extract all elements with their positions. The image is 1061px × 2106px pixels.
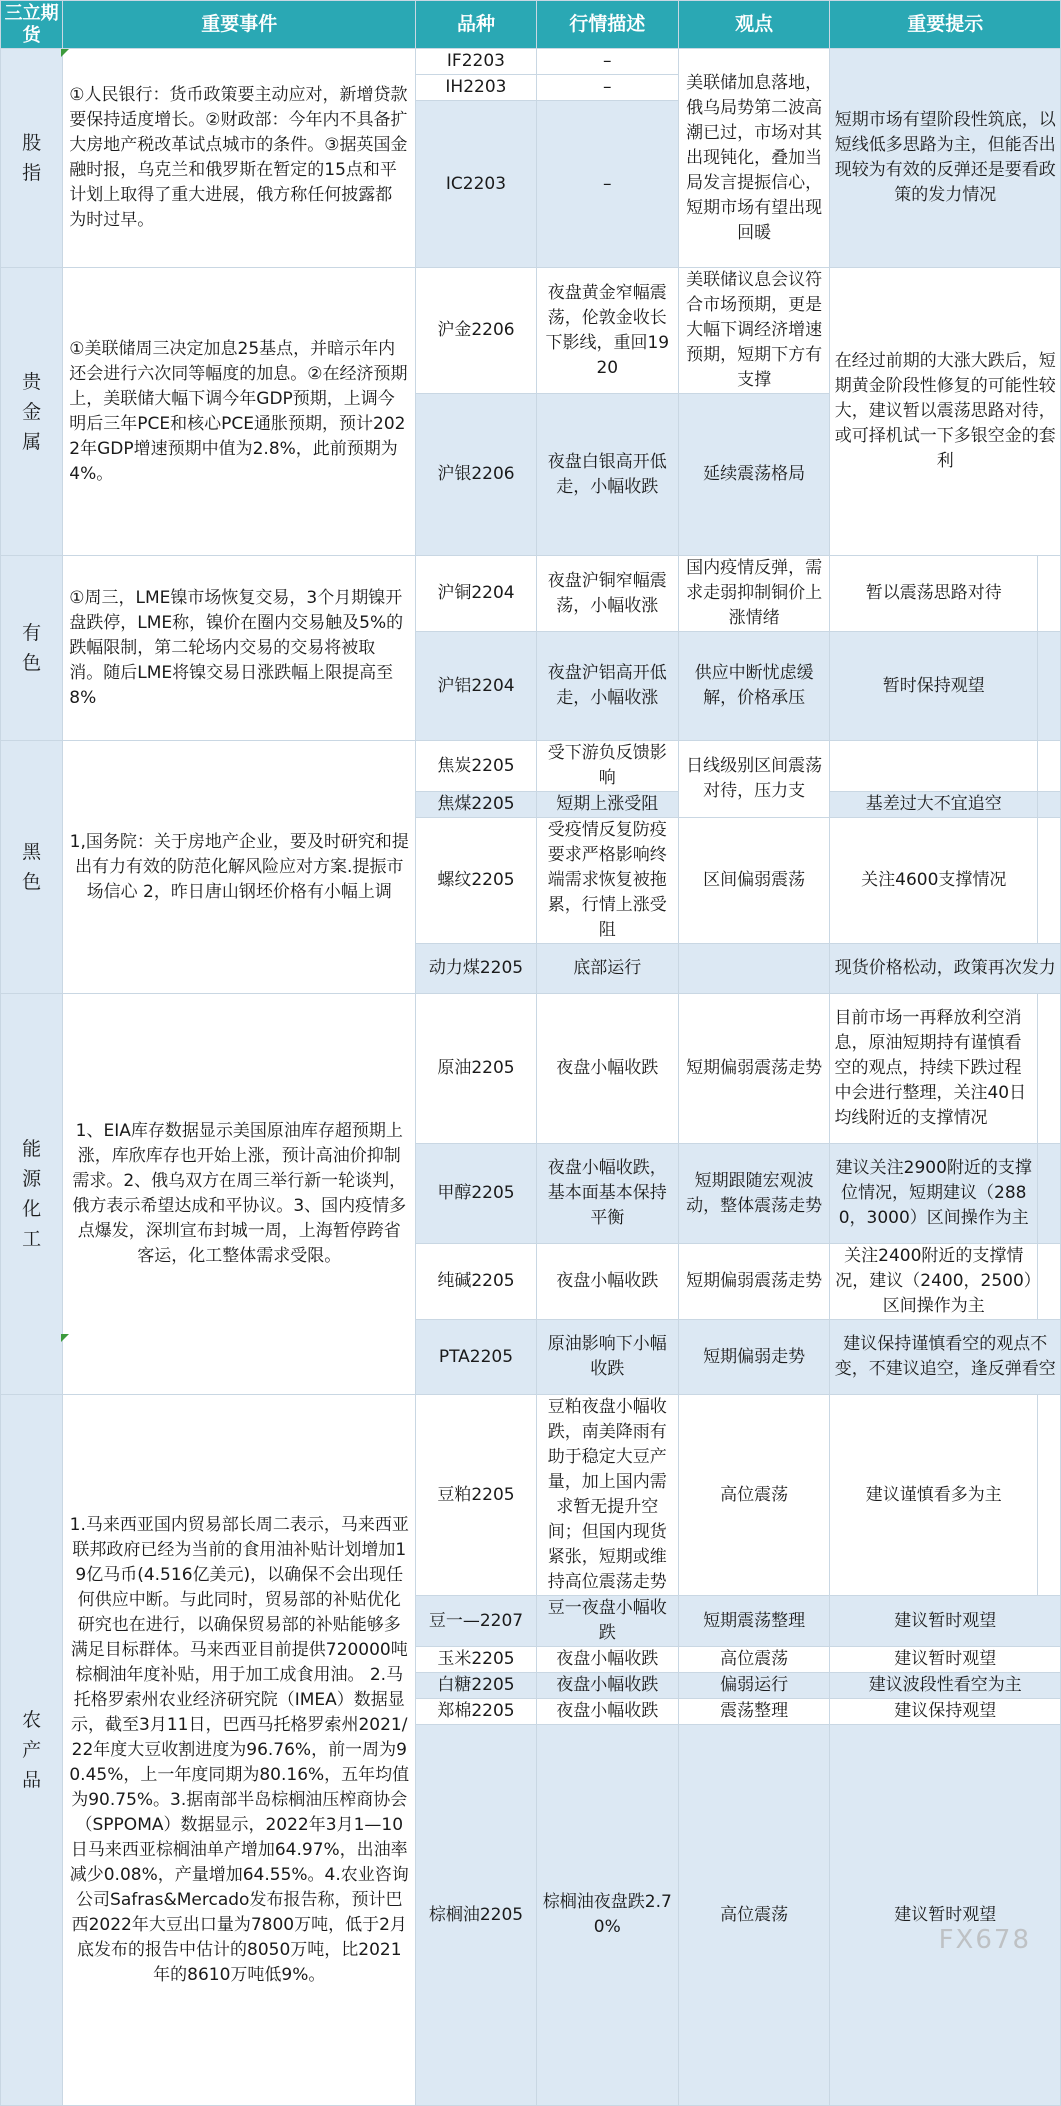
tips-cell: 建议谨慎看多为主 [830,1395,1038,1596]
variety-cell: PTA2205 [416,1320,536,1395]
header-market: 行情描述 [536,1,678,49]
tips-cell: 建议波段性看空为主 [830,1673,1061,1699]
tips-cell: 建议保持观望 [830,1699,1061,1725]
variety-cell: 甲醇2205 [416,1144,536,1244]
blank-cell [1038,741,1061,792]
variety-cell: 白糖2205 [416,1673,536,1699]
cell-comment-marker [61,49,69,57]
header-tips: 重要提示 [830,1,1061,49]
market-cell: 夜盘白银高开低走，小幅收跌 [536,394,678,556]
energy-events: 1、EIA库存数据显示美国原油库存超预期上涨，库欣库存也开始上涨，预计高油价抑制需求。2、俄乌双方在周三举行新一轮谈判，俄方表示希望达成和平协议。3、国内疫情多点爆发，深圳宣布封城一周，上海暂停跨省客运，化工整体需求受限。 [63,994,416,1395]
view-cell: 震荡整理 [678,1699,830,1725]
view-cell: 短期偏弱震荡走势 [678,1244,830,1320]
tips-cell: 建议暂时观望 [830,1725,1061,2106]
header-view: 观点 [678,1,830,49]
stock-events: ①人民银行：货币政策要主动应对，新增贷款要保持适度增长。②财政部：今年内不具备扩大房地产税改革试点城市的条件。③据英国金融时报，乌克兰和俄罗斯在暂定的15点和平计划上取得了重大进展，俄方称任何披露都为时过早。 [63,49,416,268]
variety-cell: 玉米2205 [416,1647,536,1673]
nonferrous-row-copper [1,556,1061,632]
market-cell: 夜盘沪铜窄幅震荡，小幅收涨 [536,556,678,632]
view-cell: 短期震荡整理 [678,1596,830,1647]
blank-cell [1038,1244,1061,1320]
market-cell: 短期上涨受阻 [536,792,678,818]
variety-cell: IF2203 [416,49,536,75]
variety-cell: 原油2205 [416,994,536,1144]
sector-nonferrous: 有色 [1,556,63,741]
header-events: 重要事件 [63,1,416,49]
watermark: FX678 [938,1925,1031,1955]
variety-cell: 纯碱2205 [416,1244,536,1320]
market-cell: 夜盘小幅收跌 [536,1647,678,1673]
market-cell: 夜盘小幅收跌 [536,1699,678,1725]
tips-cell: 建议关注2900附近的支撑位情况，短期建议（2880，3000）区间操作为主 [830,1144,1038,1244]
view-cell: 高位震荡 [678,1725,830,2106]
market-cell: 豆一夜盘小幅收跌 [536,1596,678,1647]
agri-row-soymeal [1,1395,1061,1596]
market-cell: 夜盘小幅收跌 [536,994,678,1144]
energy-row-crude [1,994,1061,1144]
market-cell: 夜盘黄金窄幅震荡，伦敦金收长下影线，重回1920 [536,268,678,394]
blank-cell [1038,1395,1061,1596]
ferrous-events: 1,国务院：关于房地产企业，要及时研究和提出有力有效的防范化解风险应对方案.提振市场信心 2，昨日唐山钢坯价格有小幅上调 [63,741,416,994]
stock-row-if [1,49,1061,75]
tips-cell: 暂以震荡思路对待 [830,556,1038,632]
ferrous-coke-view: 日线级别区间震荡对待，压力支 [678,741,830,818]
sector-agri: 农产品 [1,1395,63,2106]
view-cell: 延续震荡格局 [678,394,830,556]
variety-cell: 沪铝2204 [416,632,536,741]
market-cell: 底部运行 [536,944,678,994]
blank-cell [1038,556,1061,632]
precious-tips: 在经过前期的大涨大跌后，短期黄金阶段性修复的可能性较大，建议暂以震荡思路对待，或可择机试一下多银空金的套利 [830,268,1061,556]
variety-cell: 动力煤2205 [416,944,536,994]
tips-cell: 暂时保持观望 [830,632,1038,741]
variety-cell: 棕榈油2205 [416,1725,536,2106]
variety-cell: IH2203 [416,75,536,101]
market-cell: 夜盘沪铝高开低走，小幅收涨 [536,632,678,741]
view-cell [678,944,830,994]
variety-cell: IC2203 [416,101,536,268]
blank-cell [1038,994,1061,1144]
agri-events: 1.马来西亚国内贸易部长周二表示，马来西亚联邦政府已经为当前的食用油补贴计划增加19亿马币(4.516亿美元)，以确保不会出现任何供应中断。与此同时，贸易部的补贴优化研究也在进行，以确保贸易部的补贴能够多满足目标群体。马来西亚目前提供720000吨棕榈油年度补贴，用于加工成食用油。 2.马托格罗索州农业经济研究院（IMEA）数据显示，截至3月11日，巴西马托格罗索州2021/22年度大豆收割进度为96.76%，前一周为90.45%，上一年度同期为80.16%，五年均值为90.75%。3.据南部半岛棕榈油压榨商协会（SPPOMA）数据显示，2022年3月1—10日马来西亚棕榈油单产增加64.97%，出油率减少0.08%，产量增加64.55%。4.农业咨询公司Safras&Mercado发布报告称，预计巴西2022年大豆出口量为7800万吨，低于2月底发布的报告中估计的8050万吨，比2021年的8610万吨低9%。 [63,1395,416,2106]
sector-stock: 股指 [1,49,63,268]
precious-row-gold [1,268,1061,394]
market-cell: 受下游负反馈影响 [536,741,678,792]
tips-cell: 基差过大不宜追空 [830,792,1038,818]
market-cell: 原油影响下小幅收跌 [536,1320,678,1395]
stock-tips: 短期市场有望阶段性筑底，以短线低多思路为主，但能否出现较为有效的反弹还是要看政策的发力情况 [830,49,1061,268]
tips-cell: 关注4600支撑情况 [830,818,1038,944]
ferrous-row-coke [1,741,1061,792]
market-cell: – [536,49,678,75]
tips-cell: 建议保持谨慎看空的观点不变，不建议追空，逢反弹看空 [830,1320,1061,1395]
view-cell: 国内疫情反弹，需求走弱抑制铜价上涨情绪 [678,556,830,632]
market-cell: 夜盘小幅收跌 [536,1673,678,1699]
variety-cell: 沪金2206 [416,268,536,394]
tips-cell: 建议暂时观望 [830,1647,1061,1673]
blank-cell [1038,792,1061,818]
market-cell: – [536,75,678,101]
tips-cell: 目前市场一再释放利空消息，原油短期持有谨慎看空的观点，持续下跌过程中会进行整理，关注40日均线附近的支撑情况 [830,994,1038,1144]
blank-cell [1038,1144,1061,1244]
view-cell: 短期跟随宏观波动，整体震荡走势 [678,1144,830,1244]
header-row [1,1,1061,49]
variety-cell: 豆粕2205 [416,1395,536,1596]
view-cell: 高位震荡 [678,1647,830,1673]
variety-cell: 焦煤2205 [416,792,536,818]
sector-precious: 贵金属 [1,268,63,556]
sector-energy: 能源化工 [1,994,63,1395]
header-sector: 三立期货 [1,1,63,49]
stock-view: 美联储加息落地，俄乌局势第二波高潮已过，市场对其出现钝化，叠加当局发言提振信心，短期市场有望出现回暖 [678,49,830,268]
cell-comment-marker [61,1334,69,1342]
market-cell: 夜盘小幅收跌 [536,1244,678,1320]
variety-cell: 沪银2206 [416,394,536,556]
view-cell: 高位震荡 [678,1395,830,1596]
market-cell: 受疫情反复防疫要求严格影响终端需求恢复被拖累，行情上涨受阻 [536,818,678,944]
view-cell: 供应中断忧虑缓解，价格承压 [678,632,830,741]
market-cell: 豆粕夜盘小幅收跌，南美降雨有助于稳定大豆产量，加上国内需求暂无提升空间；但国内现货紧张，短期或维持高位震荡走势 [536,1395,678,1596]
blank-cell [1038,632,1061,741]
market-cell: 棕榈油夜盘跌2.70% [536,1725,678,2106]
view-cell: 区间偏弱震荡 [678,818,830,944]
variety-cell: 螺纹2205 [416,818,536,944]
market-cell: – [536,101,678,268]
variety-cell: 焦炭2205 [416,741,536,792]
tips-cell: 建议暂时观望 [830,1596,1061,1647]
view-cell: 短期偏弱震荡走势 [678,994,830,1144]
view-cell: 美联储议息会议符合市场预期，更是大幅下调经济增速预期，短期下方有支撑 [678,268,830,394]
tips-cell: 现货价格松动，政策再次发力 [830,944,1061,994]
tips-cell: 关注2400附近的支撑情况，建议（2400，2500）区间操作为主 [830,1244,1038,1320]
nonferrous-events: ①周三，LME镍市场恢复交易，3个月期镍开盘跌停，LME称，镍价在圈内交易触及5%的跌幅限制，第二轮场内交易的交易将被取消。随后LME将镍交易日涨跌幅上限提高至8% [63,556,416,741]
view-cell: 偏弱运行 [678,1673,830,1699]
blank-cell [1038,818,1061,944]
view-cell: 短期偏弱走势 [678,1320,830,1395]
market-cell: 夜盘小幅收跌，基本面基本保持平衡 [536,1144,678,1244]
variety-cell: 沪铜2204 [416,556,536,632]
variety-cell: 郑棉2205 [416,1699,536,1725]
tips-cell [830,741,1038,792]
header-variety: 品种 [416,1,536,49]
precious-events: ①美联储周三决定加息25基点，并暗示年内还会进行六次同等幅度的加息。②在经济预期上，美联储大幅下调今年GDP预期，上调今明后三年PCE和核心PCE通胀预期，预计2022年GDP增速预期中值为2.8%，此前预期为4%。 [63,268,416,556]
variety-cell: 豆一—2207 [416,1596,536,1647]
sector-ferrous: 黑色 [1,741,63,994]
